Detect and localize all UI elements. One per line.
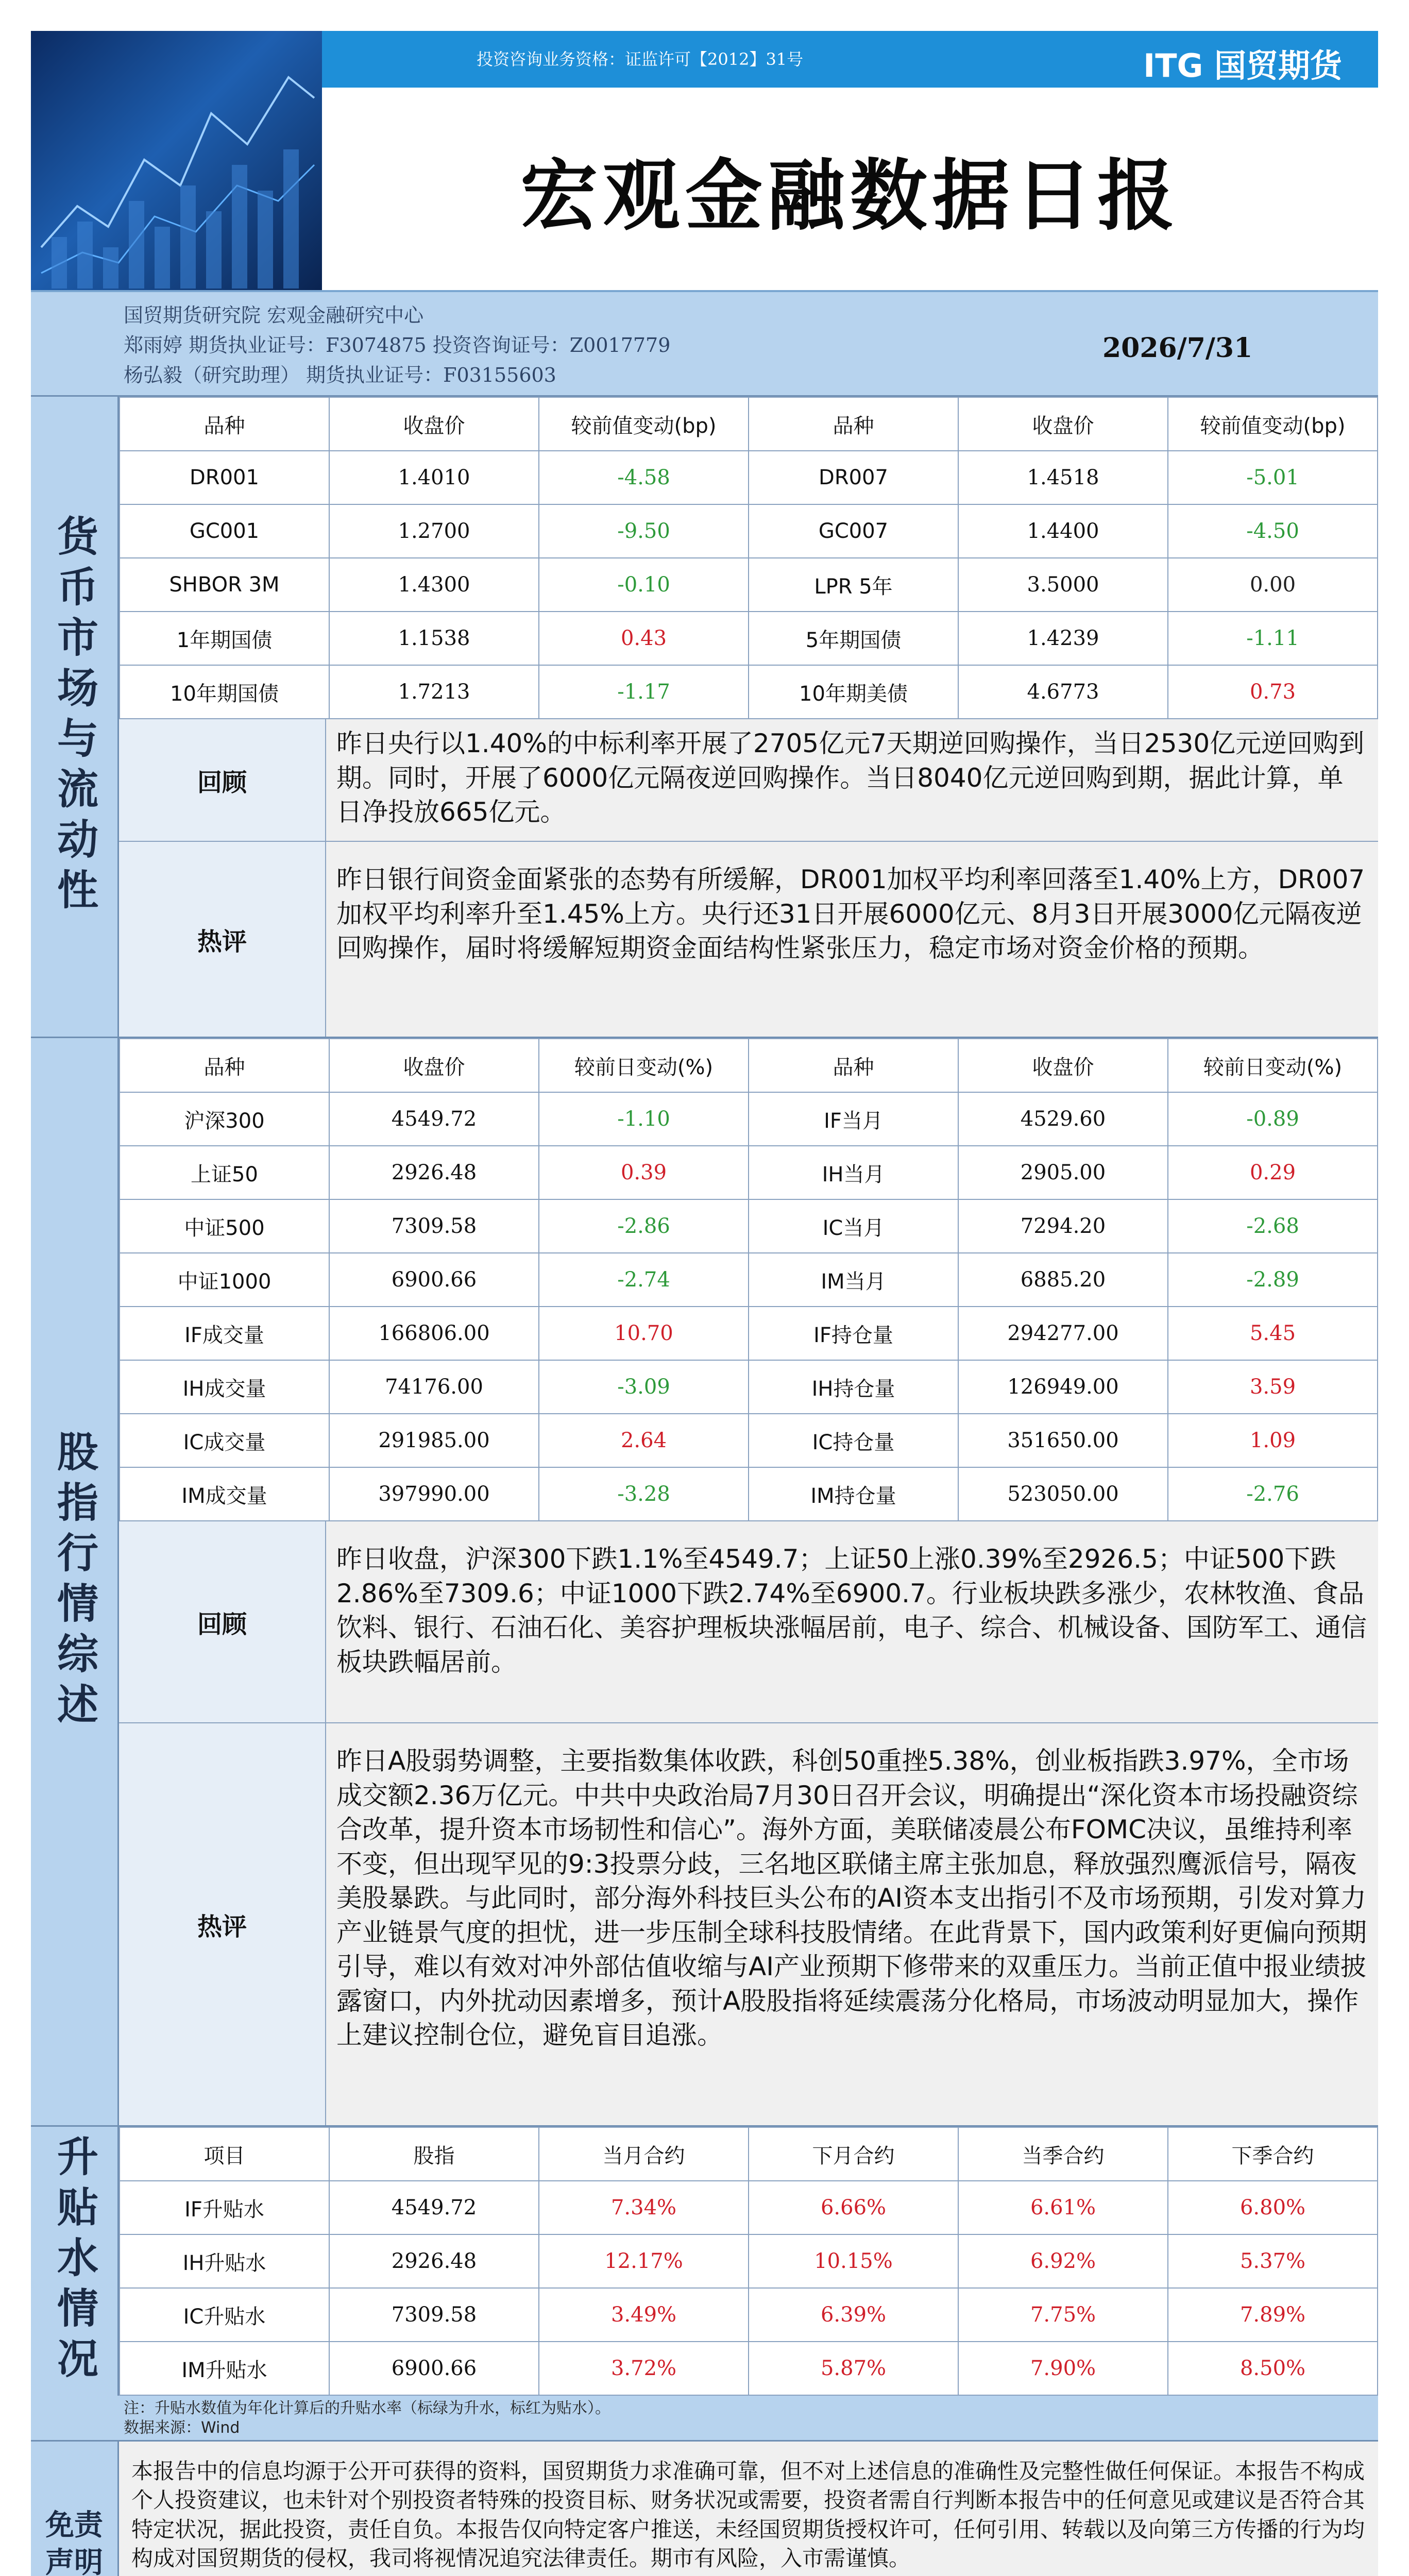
table-header-row <box>120 2127 1378 2181</box>
basis-table <box>119 2127 1378 2396</box>
close-price: 7309.58 <box>329 1199 539 1253</box>
close-price: 1.4239 <box>958 612 1168 665</box>
item-name: 中证500 <box>120 1199 329 1253</box>
basis-rate: 6.80% <box>1168 2181 1378 2234</box>
close-price: 1.4010 <box>329 451 539 504</box>
basis-rate: 3.49% <box>539 2288 749 2342</box>
report-header <box>31 31 1378 290</box>
table-row <box>120 1092 1378 1146</box>
money-section-label: 货币市场与流动性 <box>50 515 98 919</box>
table-header-row <box>120 1039 1378 1092</box>
close-price: 1.4518 <box>958 451 1168 504</box>
col-header: 当季合约 <box>958 2127 1168 2181</box>
basis-rate: 6.61% <box>958 2181 1168 2234</box>
close-price: 6900.66 <box>329 1253 539 1307</box>
close-price: 4.6773 <box>958 665 1168 719</box>
close-price: 397990.00 <box>329 1467 539 1521</box>
author-line-institute: 国贸期货研究院 宏观金融研究中心 <box>124 304 424 327</box>
item-name: IF当月 <box>749 1092 958 1146</box>
table-row <box>120 558 1378 612</box>
report-title-box <box>322 88 1378 290</box>
close-price: 1.4400 <box>958 504 1168 558</box>
comment-label: 热评 <box>119 1723 326 2125</box>
item-name: 10年期美债 <box>749 665 958 719</box>
col-header: 收盘价 <box>958 397 1168 451</box>
disclaimer-text: 本报告中的信息均源于公开可获得的资料，国贸期货力求准确可靠，但不对上述信息的准确性及完整性做任何保证。本报告不构成个人投资建议，也未针对个别投资者特殊的投资目标、财务状况或需要，投资者需自行判断本报告中的任何意见或建议是否符合其特定状况，据此投资，责任自负。本报告仅向特定客户推送，未经国贸期货授权许可，任何引用、转载以及向第三方传播的行为均构成对国贸期货的侵权，我司将视情况追究法律责任。期市有风险，入市需谨慎。 <box>119 2442 1378 2576</box>
close-price: 7294.20 <box>958 1199 1168 1253</box>
section-label <box>31 397 119 1037</box>
item-name: IH成交量 <box>120 1360 329 1414</box>
table-row <box>120 1199 1378 1253</box>
item-name: LPR 5年 <box>749 558 958 612</box>
change-value: -2.86 <box>539 1199 749 1253</box>
col-header: 收盘价 <box>958 1039 1168 1092</box>
author-line-1: 郑雨婷 期货执业证号：F3074875 投资咨询证号：Z0017779 <box>124 334 671 357</box>
close-price: 6885.20 <box>958 1253 1168 1307</box>
section-label <box>31 2127 119 2396</box>
table-row <box>120 1414 1378 1467</box>
col-header: 下月合约 <box>749 2127 958 2181</box>
item-name: IM升贴水 <box>120 2342 329 2395</box>
report-title: 宏观金融数据日报 <box>520 150 1180 241</box>
header-decor-image <box>31 31 322 290</box>
section-label <box>31 1038 119 2125</box>
change-value: -2.74 <box>539 1253 749 1307</box>
basis-section-label: 升贴水情况 <box>50 2135 98 2387</box>
equity-review-row <box>119 1521 1378 1723</box>
close-price: 1.4300 <box>329 558 539 612</box>
change-value: -1.11 <box>1168 612 1378 665</box>
equity-review-text: 昨日收盘，沪深300下跌1.1%至4549.7；上证50上涨0.39%至2926.5；中证500下跌2.86%至7309.6；中证1000下跌2.74%至6900.7。行业板块跌多涨少，农林牧渔、食品饮料、银行、石油石化、美容护理板块涨幅居前，电子、综合、机械设备、国防军工、通信板块跌幅居前。 <box>326 1521 1378 1722</box>
close-price: 4529.60 <box>958 1092 1168 1146</box>
change-value: -5.01 <box>1168 451 1378 504</box>
item-name: 5年期国债 <box>749 612 958 665</box>
change-value: -2.89 <box>1168 1253 1378 1307</box>
basis-rate: 7.75% <box>958 2288 1168 2342</box>
money-comment-text: 昨日银行间资金面紧张的态势有所缓解，DR001加权平均利率回落至1.40%上方，DR007加权平均利率升至1.45%上方。央行还31日开展6000亿元、8月3日开展3000亿元隔夜逆回购操作，届时将缓解短期资金面结构性紧张压力，稳定市场对资金价格的预期。 <box>326 842 1378 1037</box>
basis-rate: 5.87% <box>749 2342 958 2395</box>
equity-index-section <box>31 1037 1378 2125</box>
change-value: 0.29 <box>1168 1146 1378 1199</box>
item-name: IM当月 <box>749 1253 958 1307</box>
index-price: 6900.66 <box>329 2342 539 2395</box>
table-row <box>120 1360 1378 1414</box>
item-name: DR001 <box>120 451 329 504</box>
item-name: GC007 <box>749 504 958 558</box>
col-header: 当月合约 <box>539 2127 749 2181</box>
change-value: 1.09 <box>1168 1414 1378 1467</box>
col-header: 品种 <box>120 397 329 451</box>
chart-decor-icon <box>31 31 322 290</box>
col-header: 品种 <box>749 1039 958 1092</box>
basis-rate: 10.15% <box>749 2234 958 2288</box>
item-name: IC成交量 <box>120 1414 329 1467</box>
money-market-table <box>119 397 1378 719</box>
change-value: 0.43 <box>539 612 749 665</box>
item-name: IM持仓量 <box>749 1467 958 1521</box>
change-value: 0.73 <box>1168 665 1378 719</box>
comment-label: 热评 <box>119 842 326 1037</box>
close-price: 126949.00 <box>958 1360 1168 1414</box>
table-row <box>120 2288 1378 2342</box>
disclaimer-label: 免责声明 <box>45 2509 103 2576</box>
index-price: 4549.72 <box>329 2181 539 2234</box>
change-value: -0.10 <box>539 558 749 612</box>
table-row <box>120 504 1378 558</box>
item-name: 10年期国债 <box>120 665 329 719</box>
basis-rate: 8.50% <box>1168 2342 1378 2395</box>
col-header: 下季合约 <box>1168 2127 1378 2181</box>
basis-rate: 6.66% <box>749 2181 958 2234</box>
item-name: 1年期国债 <box>120 612 329 665</box>
close-price: 351650.00 <box>958 1414 1168 1467</box>
close-price: 1.7213 <box>329 665 539 719</box>
change-value: -1.10 <box>539 1092 749 1146</box>
change-value: 0.39 <box>539 1146 749 1199</box>
close-price: 1.2700 <box>329 504 539 558</box>
item-name: DR007 <box>749 451 958 504</box>
change-value: -2.76 <box>1168 1467 1378 1521</box>
col-header: 较前值变动(bp) <box>1168 397 1378 451</box>
money-review-row <box>119 719 1378 842</box>
change-value: -4.58 <box>539 451 749 504</box>
item-name: IF升贴水 <box>120 2181 329 2234</box>
table-row <box>120 2342 1378 2395</box>
change-value: -0.89 <box>1168 1092 1378 1146</box>
basis-rate: 6.39% <box>749 2288 958 2342</box>
item-name: IF成交量 <box>120 1307 329 1360</box>
change-value: 10.70 <box>539 1307 749 1360</box>
change-value: -9.50 <box>539 504 749 558</box>
table-row <box>120 451 1378 504</box>
close-price: 291985.00 <box>329 1414 539 1467</box>
item-name: IC持仓量 <box>749 1414 958 1467</box>
item-name: IM成交量 <box>120 1467 329 1521</box>
item-name: IF持仓量 <box>749 1307 958 1360</box>
col-header: 项目 <box>120 2127 329 2181</box>
table-row <box>120 2234 1378 2288</box>
equity-section-label: 股指行情综述 <box>50 1430 98 1733</box>
basis-rate: 6.92% <box>958 2234 1168 2288</box>
basis-rate: 3.72% <box>539 2342 749 2395</box>
col-header: 收盘价 <box>329 1039 539 1092</box>
item-name: IC升贴水 <box>120 2288 329 2342</box>
table-header-row <box>120 397 1378 451</box>
equity-comment-text: 昨日A股弱势调整，主要指数集体收跌，科创50重挫5.38%，创业板指跌3.97%，全市场成交额2.36万亿元。中共中央政治局7月30日召开会议，明确提出“深化资本市场投融资综合改革，提升资本市场韧性和信心”。海外方面，美联储凌晨公布FOMC决议，虽维持利率不变，但出现罕见的9:3投票分歧，三名地区联储主席主张加息，释放强烈鹰派信号，隔夜美股暴跌。与此同时，部分海外科技巨头公布的AI资本支出指引不及市场预期，引发对算力产业链景气度的担忧，进一步压制全球科技股情绪。在此背景下，国内政策利好更偏向预期引导，难以有效对冲外部估值收缩与AI产业预期下修带来的双重压力。当前正值中报业绩披露窗口，内外扰动因素增多，预计A股股指将延续震荡分化格局，市场波动明显加大，操作上建议控制仓位，避免盲目追涨。 <box>326 1723 1378 2125</box>
section-label <box>31 2442 119 2576</box>
close-price: 523050.00 <box>958 1467 1168 1521</box>
basis-section <box>31 2125 1378 2396</box>
money-review-text: 昨日央行以1.40%的中标利率开展了2705亿元7天期逆回购操作，当日2530亿元逆回购到期。同时，开展了6000亿元隔夜逆回购操作。当日8040亿元逆回购到期，据此计算，单日净投放665亿元。 <box>326 719 1378 841</box>
change-value: 3.59 <box>1168 1360 1378 1414</box>
basis-rate: 7.34% <box>539 2181 749 2234</box>
close-price: 4549.72 <box>329 1092 539 1146</box>
item-name: IH当月 <box>749 1146 958 1199</box>
item-name: IH持仓量 <box>749 1360 958 1414</box>
change-value: -3.09 <box>539 1360 749 1414</box>
equity-rows <box>120 1092 1378 1521</box>
change-value: -2.68 <box>1168 1199 1378 1253</box>
basis-rate: 7.90% <box>958 2342 1168 2395</box>
basis-rate: 5.37% <box>1168 2234 1378 2288</box>
change-value: 0.00 <box>1168 558 1378 612</box>
header-top-bar <box>322 31 1378 88</box>
index-price: 2926.48 <box>329 2234 539 2288</box>
basis-rate: 7.89% <box>1168 2288 1378 2342</box>
table-row <box>120 1467 1378 1521</box>
item-name: GC001 <box>120 504 329 558</box>
col-header: 较前值变动(bp) <box>539 397 749 451</box>
col-header: 收盘价 <box>329 397 539 451</box>
change-value: -4.50 <box>1168 504 1378 558</box>
table-row <box>120 665 1378 719</box>
equity-comment-row <box>119 1723 1378 2125</box>
change-value: -1.17 <box>539 665 749 719</box>
basis-note <box>31 2396 1378 2440</box>
basis-rate: 12.17% <box>539 2234 749 2288</box>
close-price: 166806.00 <box>329 1307 539 1360</box>
col-header: 股指 <box>329 2127 539 2181</box>
close-price: 2926.48 <box>329 1146 539 1199</box>
money-comment-row <box>119 842 1378 1037</box>
col-header: 较前日变动(%) <box>1168 1039 1378 1092</box>
report-page <box>31 31 1378 2576</box>
close-price: 74176.00 <box>329 1360 539 1414</box>
author-band <box>31 290 1378 395</box>
equity-index-table <box>119 1038 1378 1521</box>
license-note: 投资咨询业务资格：证监许可【2012】31号 <box>477 49 804 69</box>
table-row <box>120 612 1378 665</box>
col-header: 品种 <box>120 1039 329 1092</box>
item-name: 上证50 <box>120 1146 329 1199</box>
table-row <box>120 1253 1378 1307</box>
money-market-section <box>31 395 1378 1037</box>
close-price: 2905.00 <box>958 1146 1168 1199</box>
basis-note-text: 注：升贴水数值为年化计算后的升贴水率（标绿为升水，标红为贴水）。 <box>124 2399 610 2417</box>
col-header: 较前日变动(%) <box>539 1039 749 1092</box>
change-value: 2.64 <box>539 1414 749 1467</box>
review-label: 回顾 <box>119 1521 326 1722</box>
close-price: 3.5000 <box>958 558 1168 612</box>
disclaimer-section <box>31 2440 1378 2576</box>
author-line-2: 杨弘毅（研究助理） 期货执业证号：F03155603 <box>124 364 556 386</box>
close-price: 1.1538 <box>329 612 539 665</box>
item-name: 沪深300 <box>120 1092 329 1146</box>
item-name: IH升贴水 <box>120 2234 329 2288</box>
close-price: 294277.00 <box>958 1307 1168 1360</box>
table-row <box>120 2181 1378 2234</box>
table-row <box>120 1307 1378 1360</box>
money-rows <box>120 451 1378 719</box>
change-value: -3.28 <box>539 1467 749 1521</box>
index-price: 7309.58 <box>329 2288 539 2342</box>
item-name: 中证1000 <box>120 1253 329 1307</box>
brand-logo: ITG 国贸期货 <box>1143 47 1342 84</box>
report-date: 2026/7/31 <box>1102 332 1253 364</box>
review-label: 回顾 <box>119 719 326 841</box>
item-name: SHBOR 3M <box>120 558 329 612</box>
basis-rows <box>120 2181 1378 2395</box>
col-header: 品种 <box>749 397 958 451</box>
item-name: IC当月 <box>749 1199 958 1253</box>
change-value: 5.45 <box>1168 1307 1378 1360</box>
data-source-text: 数据来源：Wind <box>124 2418 240 2437</box>
table-row <box>120 1146 1378 1199</box>
